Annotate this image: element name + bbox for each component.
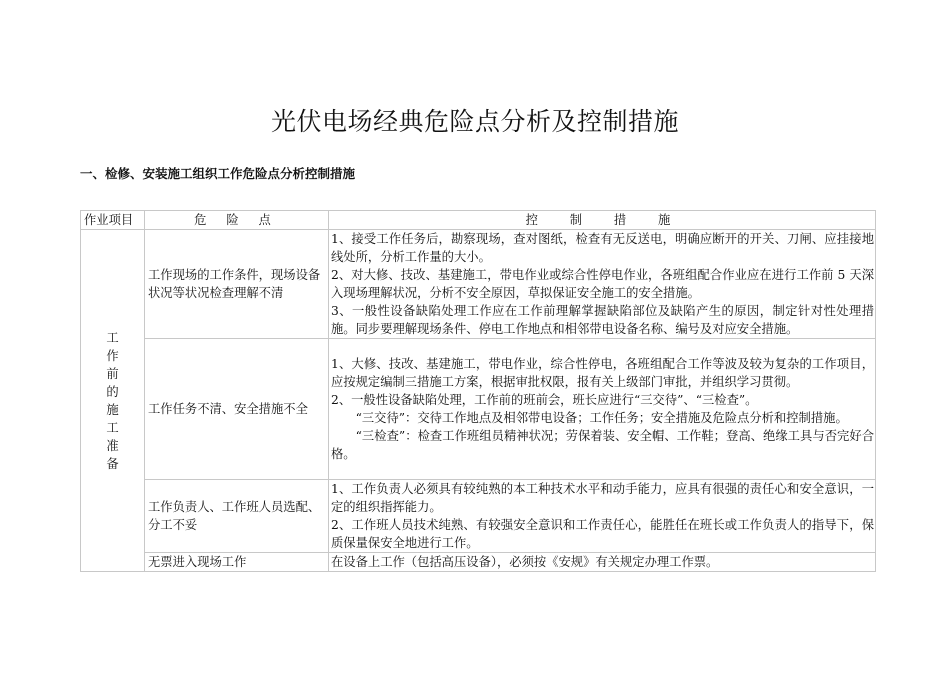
header-item: 作业项目 xyxy=(81,211,145,230)
hazard-cell: 工作现场的工作条件，现场设备状况等状况检查理解不清 xyxy=(145,230,329,339)
measure-line: 3、一般性设备缺陷处理工作应在工作前理解掌握缺陷部位及缺陷产生的原因，制定针对性处理措施。同步要理解现场条件、停电工作地点和相邻带电设备名称、编号及对应安全措施。 xyxy=(331,304,874,336)
measures-cell xyxy=(329,480,876,553)
measure-line: “三交待”：交待工作地点及相邻带电设备；工作任务；安全措施及危险点分析和控制措施。 xyxy=(355,411,848,425)
hazard-cell: 工作任务不清、安全措施不全 xyxy=(145,339,329,480)
measure-line: 2、工作班人员技术纯熟、有较强安全意识和工作责任心，能胜任在班长或工作负责人的指导下，保质保量保安全地进行工作。 xyxy=(331,518,874,550)
measure-line: “三检查”：检查工作班组员精神状况；劳保着装、安全帽、工作鞋；登高、绝缘工具与否完好合格。 xyxy=(331,429,874,461)
measure-line: 在设备上工作（包括高压设备），必须按《安规》有关规定办理工作票。 xyxy=(331,555,719,569)
header-hazard xyxy=(145,211,329,230)
hazard-cell: 工作负责人、工作班人员选配、分工不妥 xyxy=(145,480,329,553)
table-row xyxy=(81,339,876,480)
table-row xyxy=(81,230,876,339)
header-measures xyxy=(329,211,876,230)
table-row xyxy=(81,553,876,572)
measure-line: 1、工作负责人必须具有较纯熟的本工种技术水平和动手能力，应具有很强的责任心和安全意识，一定的组织指挥能力。 xyxy=(331,482,874,514)
page-title: 光伏电场经典危险点分析及控制措施 xyxy=(270,107,679,136)
hazard-cell: 无票进入现场工作 xyxy=(145,553,329,572)
header-hazard-label: 危 险 点 xyxy=(194,213,279,227)
header-measures-label: 控 制 措 施 xyxy=(525,213,679,227)
measure-line: 1、接受工作任务后，勘察现场，查对图纸，检查有无反送电，明确应断开的开关、刀闸、应挂接地线处所，分析工作量的大小。 xyxy=(331,232,874,264)
section-heading: 一、检修、安装施工组织工作危险点分析控制措施 xyxy=(80,166,356,181)
measure-line: 2、对大修、技改、基建施工，带电作业或综合性停电作业，各班组配合作业应在进行工作前 5 天深入现场理解状况，分析不安全原因，草拟保证安全施工的安全措施。 xyxy=(331,268,874,300)
measures-cell xyxy=(329,339,876,480)
measure-line: 2、一般性设备缺陷处理，工作前的班前会，班长应进行“三交待”、“三检查”。 xyxy=(331,393,758,407)
table-row xyxy=(81,480,876,553)
measure-line: 1、大修、技改、基建施工，带电作业，综合性停电，各班组配合工作等波及较为复杂的工作项目，应按规定编制三措施工方案，根据审批权限，报有关上级部门审批，并组织学习贯彻。 xyxy=(331,357,874,389)
category-label: 工作前的施工准备 xyxy=(106,330,119,471)
measures-cell xyxy=(329,230,876,339)
category-cell xyxy=(81,230,145,572)
hazard-control-table xyxy=(80,210,876,572)
measures-cell xyxy=(329,553,876,572)
table-header-row xyxy=(81,211,876,230)
